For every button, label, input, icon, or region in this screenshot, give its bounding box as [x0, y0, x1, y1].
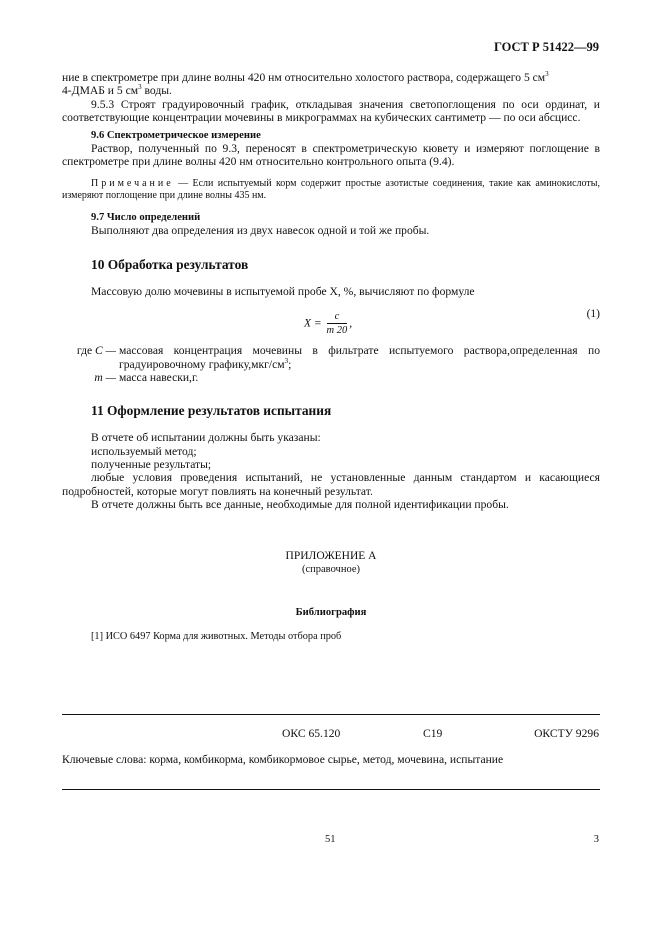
- note-label: Примечание: [91, 177, 174, 189]
- superscript: 3: [545, 70, 549, 78]
- divider-top: [62, 714, 600, 715]
- legend-description: масса навески,г.: [119, 371, 199, 385]
- paragraph-text: ние в спектрометре при длине волны 420 нм относительно холостого раствора, содержащего 5 см: [62, 71, 546, 84]
- bibliography-title: Библиография: [295, 607, 367, 619]
- keywords: Ключевые слова: корма, комбикорма, комбикормовое сырье, метод, мочевина, испытание: [62, 753, 504, 766]
- annex-title: ПРИЛОЖЕНИЕ А: [285, 549, 377, 562]
- legend-symbol-text: m —: [94, 371, 116, 385]
- report-line: полученные результаты;: [91, 457, 212, 471]
- note-text: — Если испытуемый корм содержит простые азотистые соединения, такие как аминокислоты, измеряют поглощение при длине волны 435 нм.: [62, 177, 600, 201]
- report-requirements: [62, 431, 600, 511]
- paragraph-text: 4-ДМАБ и 5 см: [62, 84, 139, 98]
- legend-description: массовая концентрация мочевины в фильтрате испытуемого раствора,определенная по градуировочному графику,мкг/см: [119, 344, 600, 371]
- legend-symbol: [62, 344, 116, 357]
- report-line: используемый метод;: [91, 444, 197, 458]
- equation-number: (1): [586, 308, 600, 321]
- paragraph-9-7: Выполняют два определения из двух навесок одной и той же пробы.: [91, 224, 430, 238]
- page-content: [62, 71, 600, 643]
- formula-lhs: X =: [304, 318, 322, 331]
- note: [62, 178, 600, 202]
- page-number-right: 3: [593, 834, 599, 845]
- standard-designation: ГОСТ Р 51422—99: [493, 40, 599, 54]
- superscript: 3: [284, 356, 289, 365]
- legend-symbol-text: C —: [95, 344, 116, 358]
- oks-code: ОКС 65.120: [282, 727, 341, 740]
- legend-tail: ;: [288, 357, 292, 371]
- heading-9-6: 9.6 Спектрометрическое измерение: [91, 129, 261, 141]
- paragraph-9-6: Раствор, полученный по 9.3, переносят в спектрометрическую кювету и измеряют поглощение в спектрометре при длине волны 420 нм относительно контрольного опыта (9.4).: [62, 142, 600, 169]
- okstu-code: ОКСТУ 9296: [534, 727, 599, 740]
- paragraph-9-5-3: 9.5.3 Строят градуировочный график, откладывая значения светопоглощения по оси ординат, и соответствующие концентрации мочевины в микрограммах на кубических сантиметр — по оси абсцисс.: [62, 97, 600, 125]
- superscript: 3: [138, 83, 142, 92]
- page-number-center: 51: [325, 834, 336, 845]
- formula-denominator: m 20: [326, 325, 348, 337]
- paragraph-text: воды.: [141, 84, 172, 98]
- legend-text: [119, 344, 600, 371]
- paragraph-10: Массовую долю мочевины в испытуемой пробе X, %, вычисляют по формуле: [91, 285, 475, 299]
- legend-symbol: [62, 371, 116, 384]
- report-line: любые условия проведения испытаний, не установленные данным стандартом и касающиеся подробностей, которые могут повлиять на конечный результат.: [62, 471, 600, 498]
- heading-9-7: 9.7 Число определений: [91, 211, 201, 223]
- formula-expression: [304, 311, 352, 337]
- classifier-code: С19: [423, 727, 443, 740]
- report-line: В отчете об испытании должны быть указаны:: [91, 431, 321, 445]
- legend-text: [119, 371, 600, 384]
- report-line: В отчете должны быть все данные, необходимые для полной идентификации пробы.: [91, 498, 509, 512]
- formula-1: [62, 308, 600, 342]
- formula-legend: [62, 344, 600, 384]
- formula-numerator: c: [327, 311, 348, 324]
- formula-fraction: [327, 311, 348, 337]
- formula-tail: ,: [349, 318, 353, 331]
- legend-row: [62, 344, 600, 371]
- where-word: где: [76, 344, 93, 358]
- bibliography-item: [1] ИСО 6497 Корма для животных. Методы отбора проб: [91, 630, 342, 642]
- divider-bottom: [62, 789, 600, 790]
- section-heading-11: 11 Оформление результатов испытания: [91, 402, 332, 418]
- annex-subtitle: (справочное): [302, 563, 360, 575]
- paragraph-continuation: [62, 71, 600, 98]
- section-heading-10: 10 Обработка результатов: [91, 256, 249, 272]
- legend-row: [62, 371, 600, 384]
